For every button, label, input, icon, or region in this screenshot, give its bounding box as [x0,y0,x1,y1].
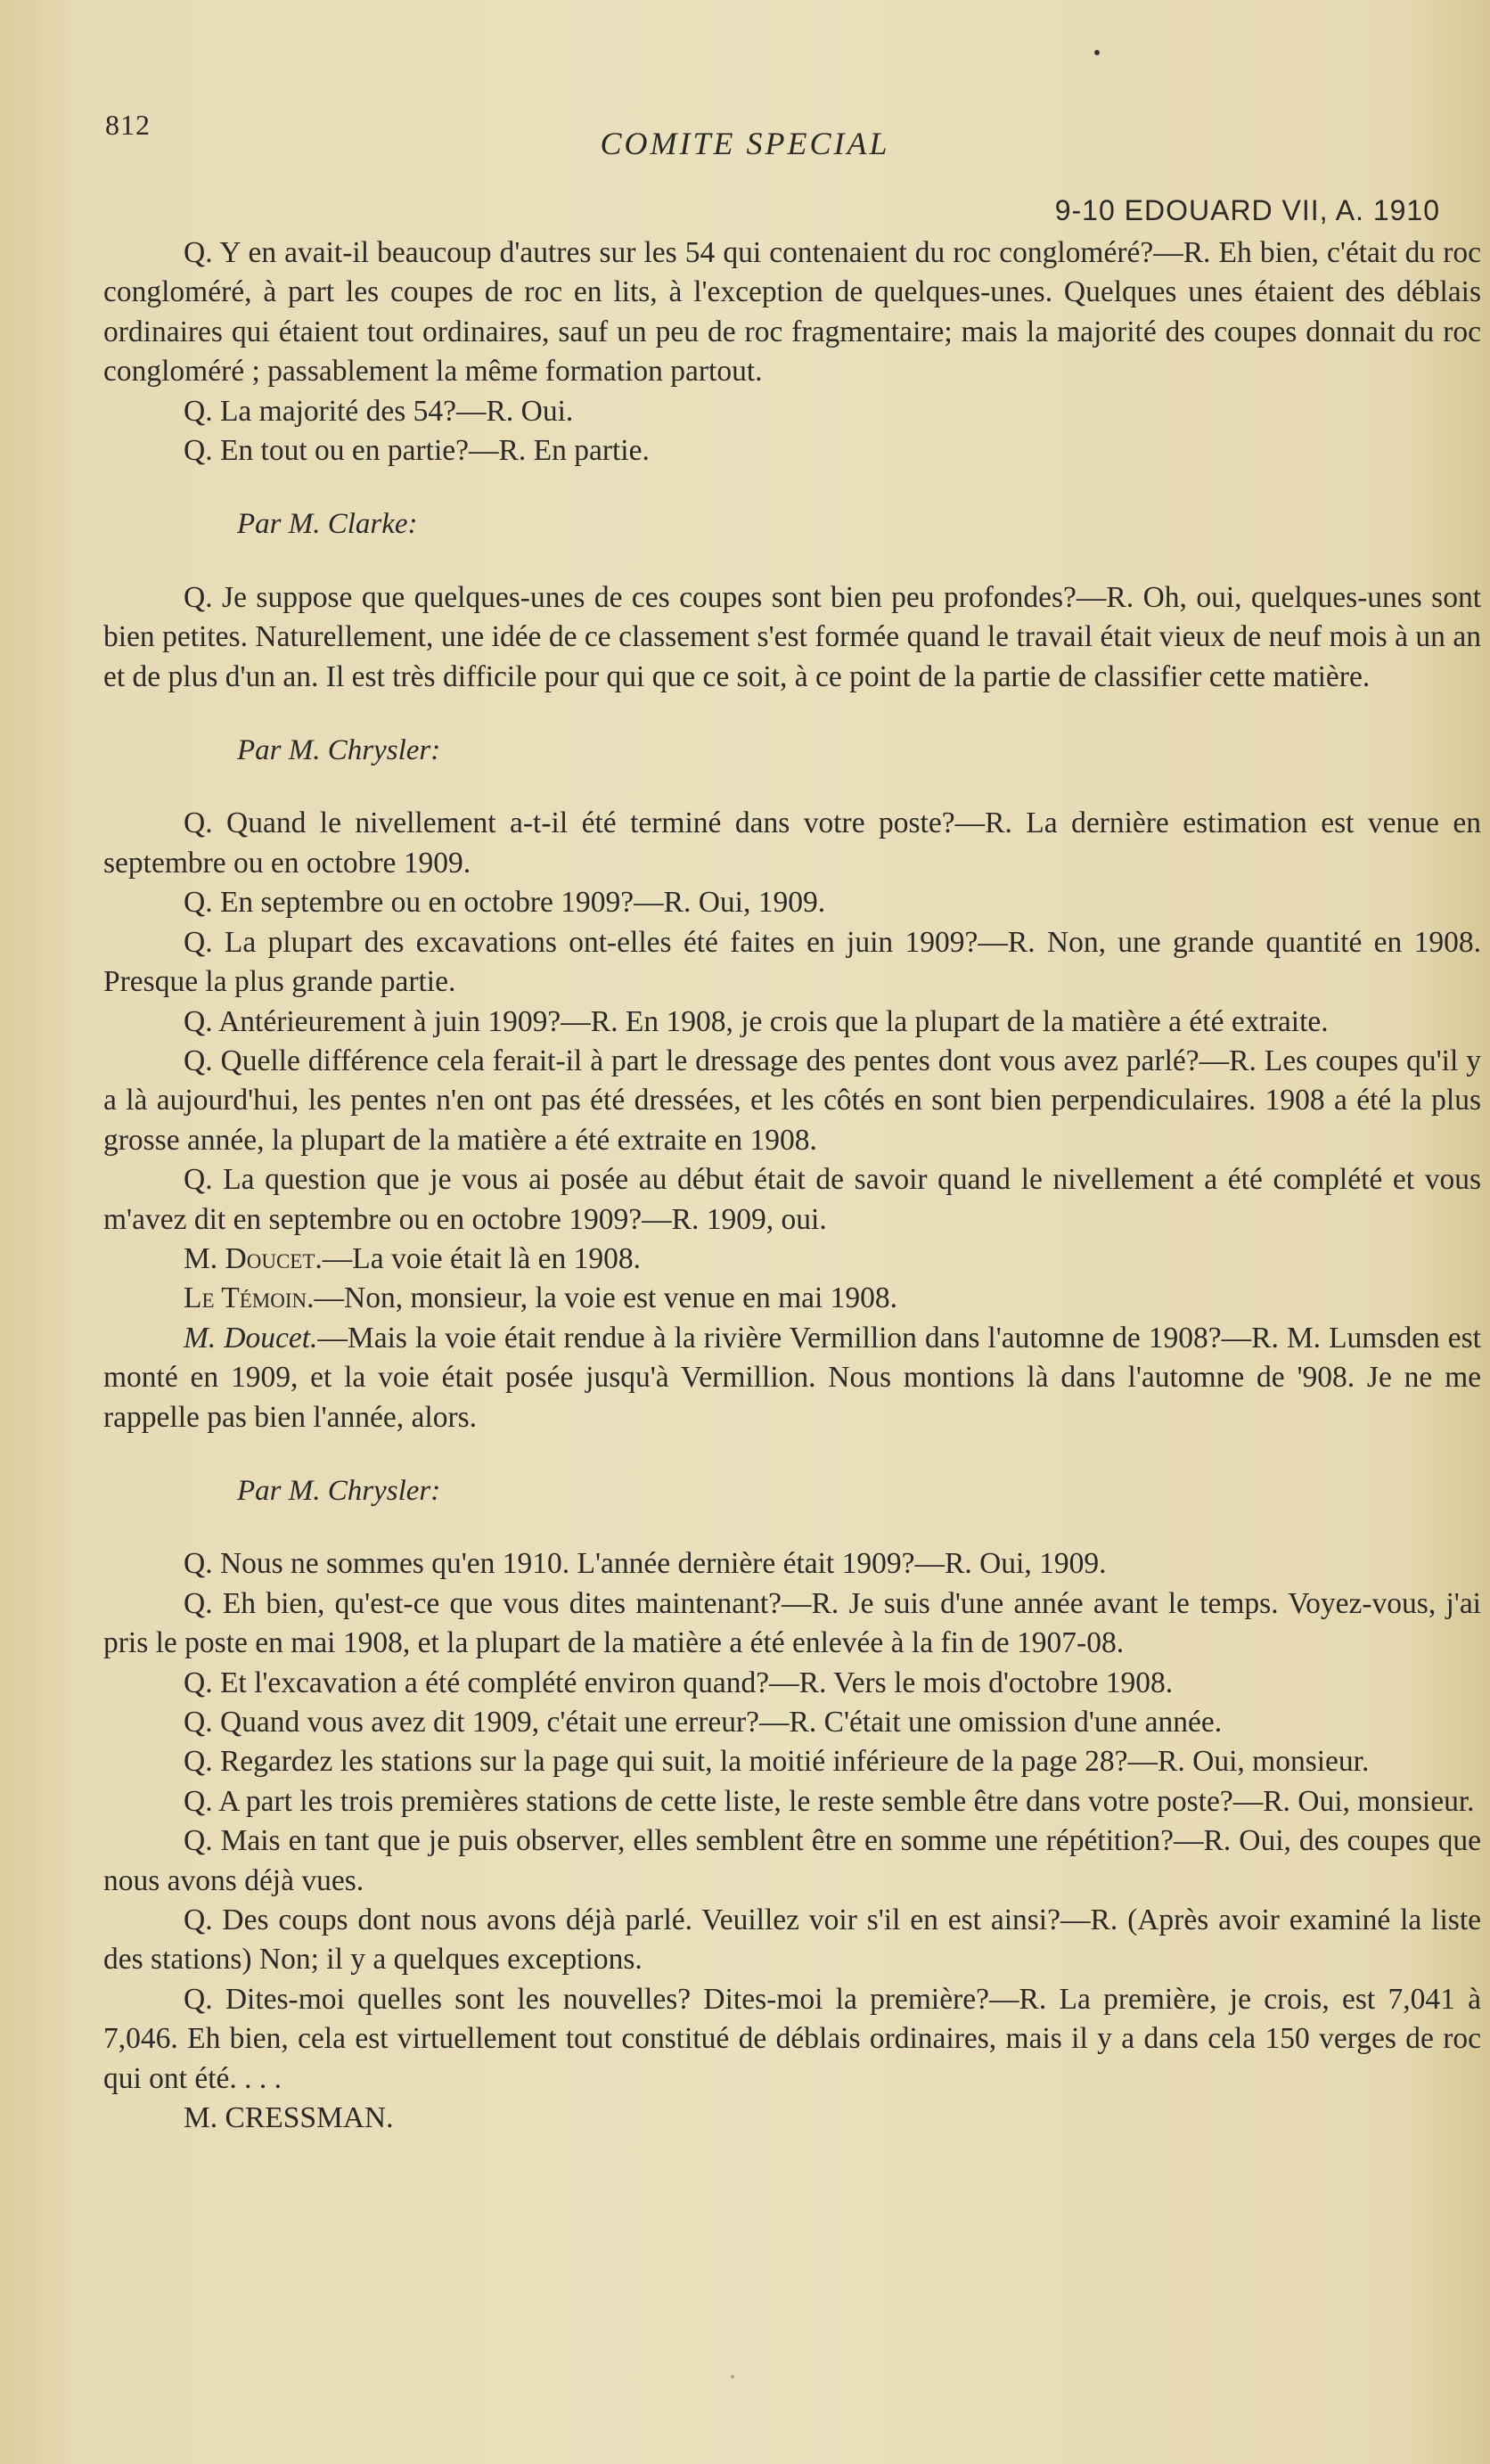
page-number: 812 [105,109,151,141]
speaker-paragraph [103,1319,1481,1437]
paragraph: Q. Dites-moi quelles sont les nouvelles? Dites-moi la première?—R. La première, je crois, est 7,041 à 7,046. Eh bien, cela est virtuellement tout constitué de déblais ordinaires, mais il y a dans cela 150 verges de roc qui ont été. . . . [103,1982,1481,2095]
paragraph: Q. Nous ne sommes qu'en 1910. L'année dernière était 1909?—R. Oui, 1909. [184,1547,1107,1581]
section-heading: Par M. Chrysler: [237,734,441,767]
paragraph: Q. Quand vous avez dit 1909, c'était une erreur?—R. C'était une omission d'une année. [184,1706,1223,1739]
paragraph: Q. Quelle différence cela ferait-il à part le dressage des pentes dont vous avez parlé?—R. Les coupes qu'il y a là aujourd'hui, les pentes n'en ont pas été dressées, et les côtés en sont bien perpendiculaires. 1908 a été la plus grosse année, la plupart de la matière a été extraite en 1908. [103,1044,1481,1157]
paragraph: Q. Des coups dont nous avons déjà parlé. Veuillez voir s'il en est ainsi?—R. (Après avoir examiné la liste des stations) Non; il y a quelques exceptions. [103,1903,1481,1977]
paragraph: Q. Eh bien, qu'est-ce que vous dites maintenant?—R. Je suis d'une année avant le temps. Voyez-vous, j'ai pris le poste en mai 1908, et la plupart de la matière a été enlevée à la fin de 1907-08. [103,1586,1481,1660]
speaker-name: M. Doucet. [184,1241,323,1275]
speaker-text: —La voie était là en 1908. [322,1241,641,1275]
ink-spot [1094,50,1100,55]
speaker-text: —Non, monsieur, la voie est venue en mai 1908. [314,1281,898,1315]
paragraph: Q. La question que je vous ai posée au début était de savoir quand le nivellement a été complété et vous m'avez dit en septembre ou en octobre 1909?—R. 1909, oui. [103,1163,1481,1236]
speaker-text: —Mais la voie était rendue à la rivière Vermillion dans l'automne de 1908?—R. M. Lumsden est monté en 1909, et la voie était posée jusqu'à Vermillion. Nous montions là dans l'automne de '908. Je ne me rappelle pas bien l'année, alors. [103,1321,1481,1434]
paragraph: Q. En septembre ou en octobre 1909?—R. Oui, 1909. [184,886,826,920]
section-heading: Par M. Clarke: [237,508,418,541]
paragraph: Q. En tout ou en partie?—R. En partie. [184,434,650,468]
speaker-paragraph [103,1240,1481,1279]
paragraph: Q. Y en avait-il beaucoup d'autres sur les 54 qui contenaient du roc congloméré?—R. Eh bien, c'était du roc congloméré, à part les coupes de roc en lits, à l'exception de quelques-unes. Quelques unes étaient des déblais ordinaires qui étaient tout ordinaires, sauf un peu de roc fragmentaire; mais la majorité des coupes donnait du roc congloméré ; passablement la même formation partout. [103,236,1481,389]
speaker-name: M. Doucet. [184,1321,318,1355]
signature-line: M. CRESSMAN. [184,2101,394,2135]
speaker-name: Le Témoin. [184,1281,315,1315]
paragraph: Q. Antérieurement à juin 1909?—R. En 1908, je crois que la plupart de la matière a été extraite. [184,1004,1329,1038]
speaker-paragraph [103,1279,1481,1318]
paragraph: Q. Je suppose que quelques-unes de ces coupes sont bien peu profondes?—R. Oh, oui, quelques-unes sont bien petites. Naturellement, une idée de ce classement s'est formée quand le travail était vieux de neuf mois à un an et de plus d'un an. Il est très difficile pour qui que ce soit, à ce point de la partie de classifier cette matière. [103,580,1481,693]
paragraph: Q. Et l'excavation a été complété environ quand?—R. Vers le mois d'octobre 1908. [184,1666,1174,1699]
section-heading: Par M. Chrysler: [237,1474,441,1507]
session-line: 9-10 EDOUARD VII, A. 1910 [1054,194,1440,226]
paragraph: Q. Quand le nivellement a-t-il été terminé dans votre poste?—R. La dernière estimation est venue en septembre ou en octobre 1909. [103,806,1481,880]
paragraph: Q. La majorité des 54?—R. Oui. [184,394,574,428]
paragraph: Q. Mais en tant que je puis observer, elles semblent être en somme une répétition?—R. Oui, des coupes que nous avons déjà vues. [103,1824,1481,1897]
paragraph: Q. La plupart des excavations ont-elles été faites en juin 1909?—R. Non, une grande quantité en 1908. Presque la plus grande partie. [103,925,1481,999]
paragraph: Q. A part les trois premières stations de cette liste, le reste semble être dans votre poste?—R. Oui, monsieur. [184,1784,1475,1818]
body-text [103,233,1481,2138]
running-head: COMITE SPECIAL [600,126,890,161]
ink-spot [731,2375,734,2378]
paragraph: Q. Regardez les stations sur la page qui suit, la moitié inférieure de la page 28?—R. Oui, monsieur. [184,1745,1370,1779]
